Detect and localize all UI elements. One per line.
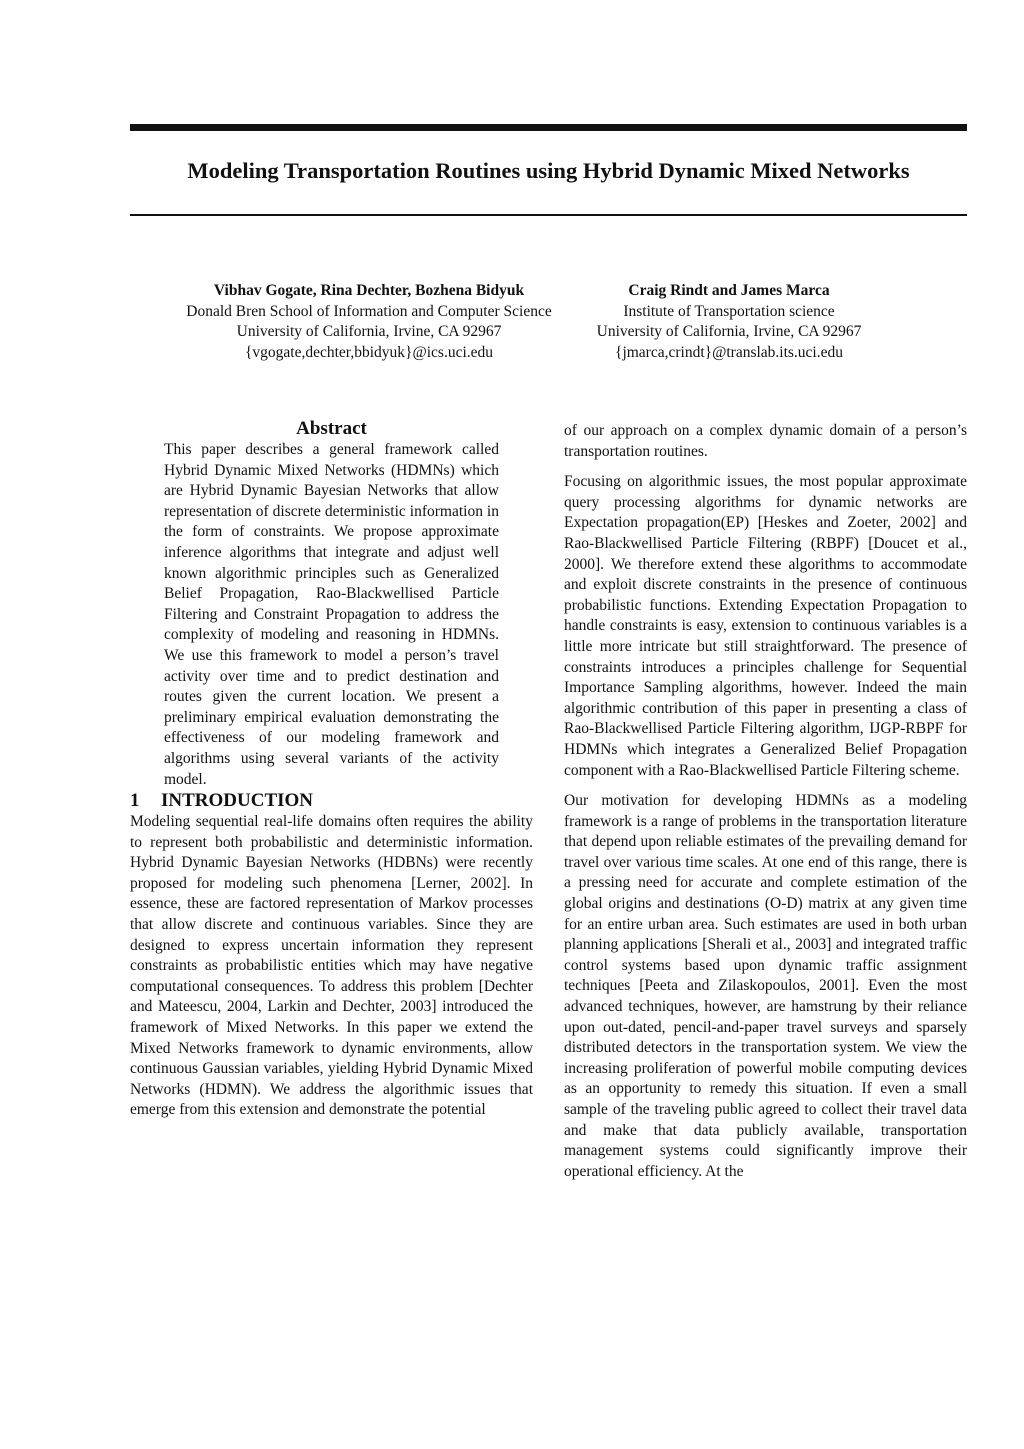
abstract-heading: Abstract [296,418,367,439]
author-address: University of California, Irvine, CA 92967 [236,323,502,340]
author-email: {vgogate,dechter,bbidyuk}@ics.uci.edu [244,343,494,361]
author-names: Craig Rindt and James Marca [628,282,830,299]
intro-paragraph-3: Our motivation for developing HDMNs as a modeling framework is a range of problems in the transportation literature that depend upon reliable estimates of the prevailing demand for travel over various time scales. At one end of this range, there is a pressing need for accurate and complete estimation of the global origins and destinations (O-D) matrix at any given time for an entire urban area. Such estimates are used in both urban planning applications [Sherali et al., 2003] and integrated traffic control systems based upon dynamic traffic assignment techniques [Peeta and Zilaskopoulos, 2001]. Even the most advanced techniques, however, are hamstrung by their reliance upon out-dated, pencil-and-paper travel surveys and sparsely distributed detectors in the transportation system. We view the increasing proliferation of powerful mobile computing devices as an opportunity to remedy this situation. If even a small sample of the traveling public agreed to collect their travel data and make that data publicly available, transportation management systems could significantly improve their operational efficiency. At the [564,792,967,1180]
top-rule [130,124,967,131]
author-affiliation: Donald Bren School of Information and Computer Science [186,302,552,320]
intro-paragraph-1-continued: of our approach on a complex dynamic domain of a person’s transportation routines. [564,422,967,460]
author-block-left [150,281,588,363]
right-column [564,421,967,1182]
left-column [130,418,533,1121]
author-affiliation: Institute of Transportation science [623,302,835,320]
abstract-body: This paper describes a general framework called Hybrid Dynamic Mixed Networks (HDMNs) which are Hybrid Dynamic Bayesian Networks that allow representation of discrete deterministic information in the form of constraints. We propose approximate inference algorithms that integrate and adjust well known algorithmic principles such as Generalized Belief Propagation, Rao-Blackwellised Particle Filtering and Constraint Propagation to address the complexity of modeling and reasoning in HDMNs. We use this framework to model a person’s travel activity over time and to predict destination and routes given the current location. We present a preliminary empirical evaluation demonstrating the effectiveness of our modeling framework and algorithms using several variants of the activity model. [164,441,499,788]
section-heading [130,790,533,812]
author-names: Vibhav Gogate, Rina Dechter, Bozhena Bidyuk [213,282,525,299]
section-number: 1 [130,790,140,812]
author-block-right [588,281,870,363]
title-rule [130,214,967,216]
intro-paragraph-2: Focusing on algorithmic issues, the most popular approximate query processing algorithms for dynamic networks are Expectation propagation(EP) [Heskes and Zoeter, 2002] and Rao-Blackwellised Particle Filtering (RBPF) [Doucet et al., 2000]. We therefore extend these algorithms to accommodate and exploit discrete constraints in the presence of continuous probabilistic functions. Extending Expectation Propagation to handle constraints is easy, extension to continuous variables is a little more intricate but still straightforward. The presence of constraints introduces a principles challenge for Sequential Importance Sampling algorithms, however. Indeed the main algorithmic contribution of this paper in presenting a class of Rao-Blackwellised Particle Filtering algorithm, IJGP-RBPF for HDMNs which integrates a Generalized Belief Propagation component with a Rao-Blackwellised Particle Filtering scheme. [564,473,967,779]
section-title: INTRODUCTION [161,790,314,812]
author-email: {jmarca,crindt}@translab.its.uci.edu [615,343,843,361]
author-address: University of California, Irvine, CA 92967 [596,323,862,340]
paper-title: Modeling Transportation Routines using Hybrid Dynamic Mixed Networks [187,158,910,183]
intro-paragraph-1: Modeling sequential real-life domains often requires the ability to represent both probabilistic and deterministic information. Hybrid Dynamic Bayesian Networks (HDBNs) were recently proposed for modeling such phenomena [Lerner, 2002]. In essence, these are factored representation of Markov processes that allow discrete and continuous variables. Since they are designed to express uncertain information they represent constraints as probabilistic entities which may have negative computational consequences. To address this problem [Dechter and Mateescu, 2004, Larkin and Dechter, 2003] introduced the framework of Mixed Networks. In this paper we extend the Mixed Networks framework to dynamic environments, allow continuous Gaussian variables, yielding Hybrid Dynamic Mixed Networks (HDMN). We address the algorithmic issues that emerge from this extension and demonstrate the potential [130,813,533,1119]
